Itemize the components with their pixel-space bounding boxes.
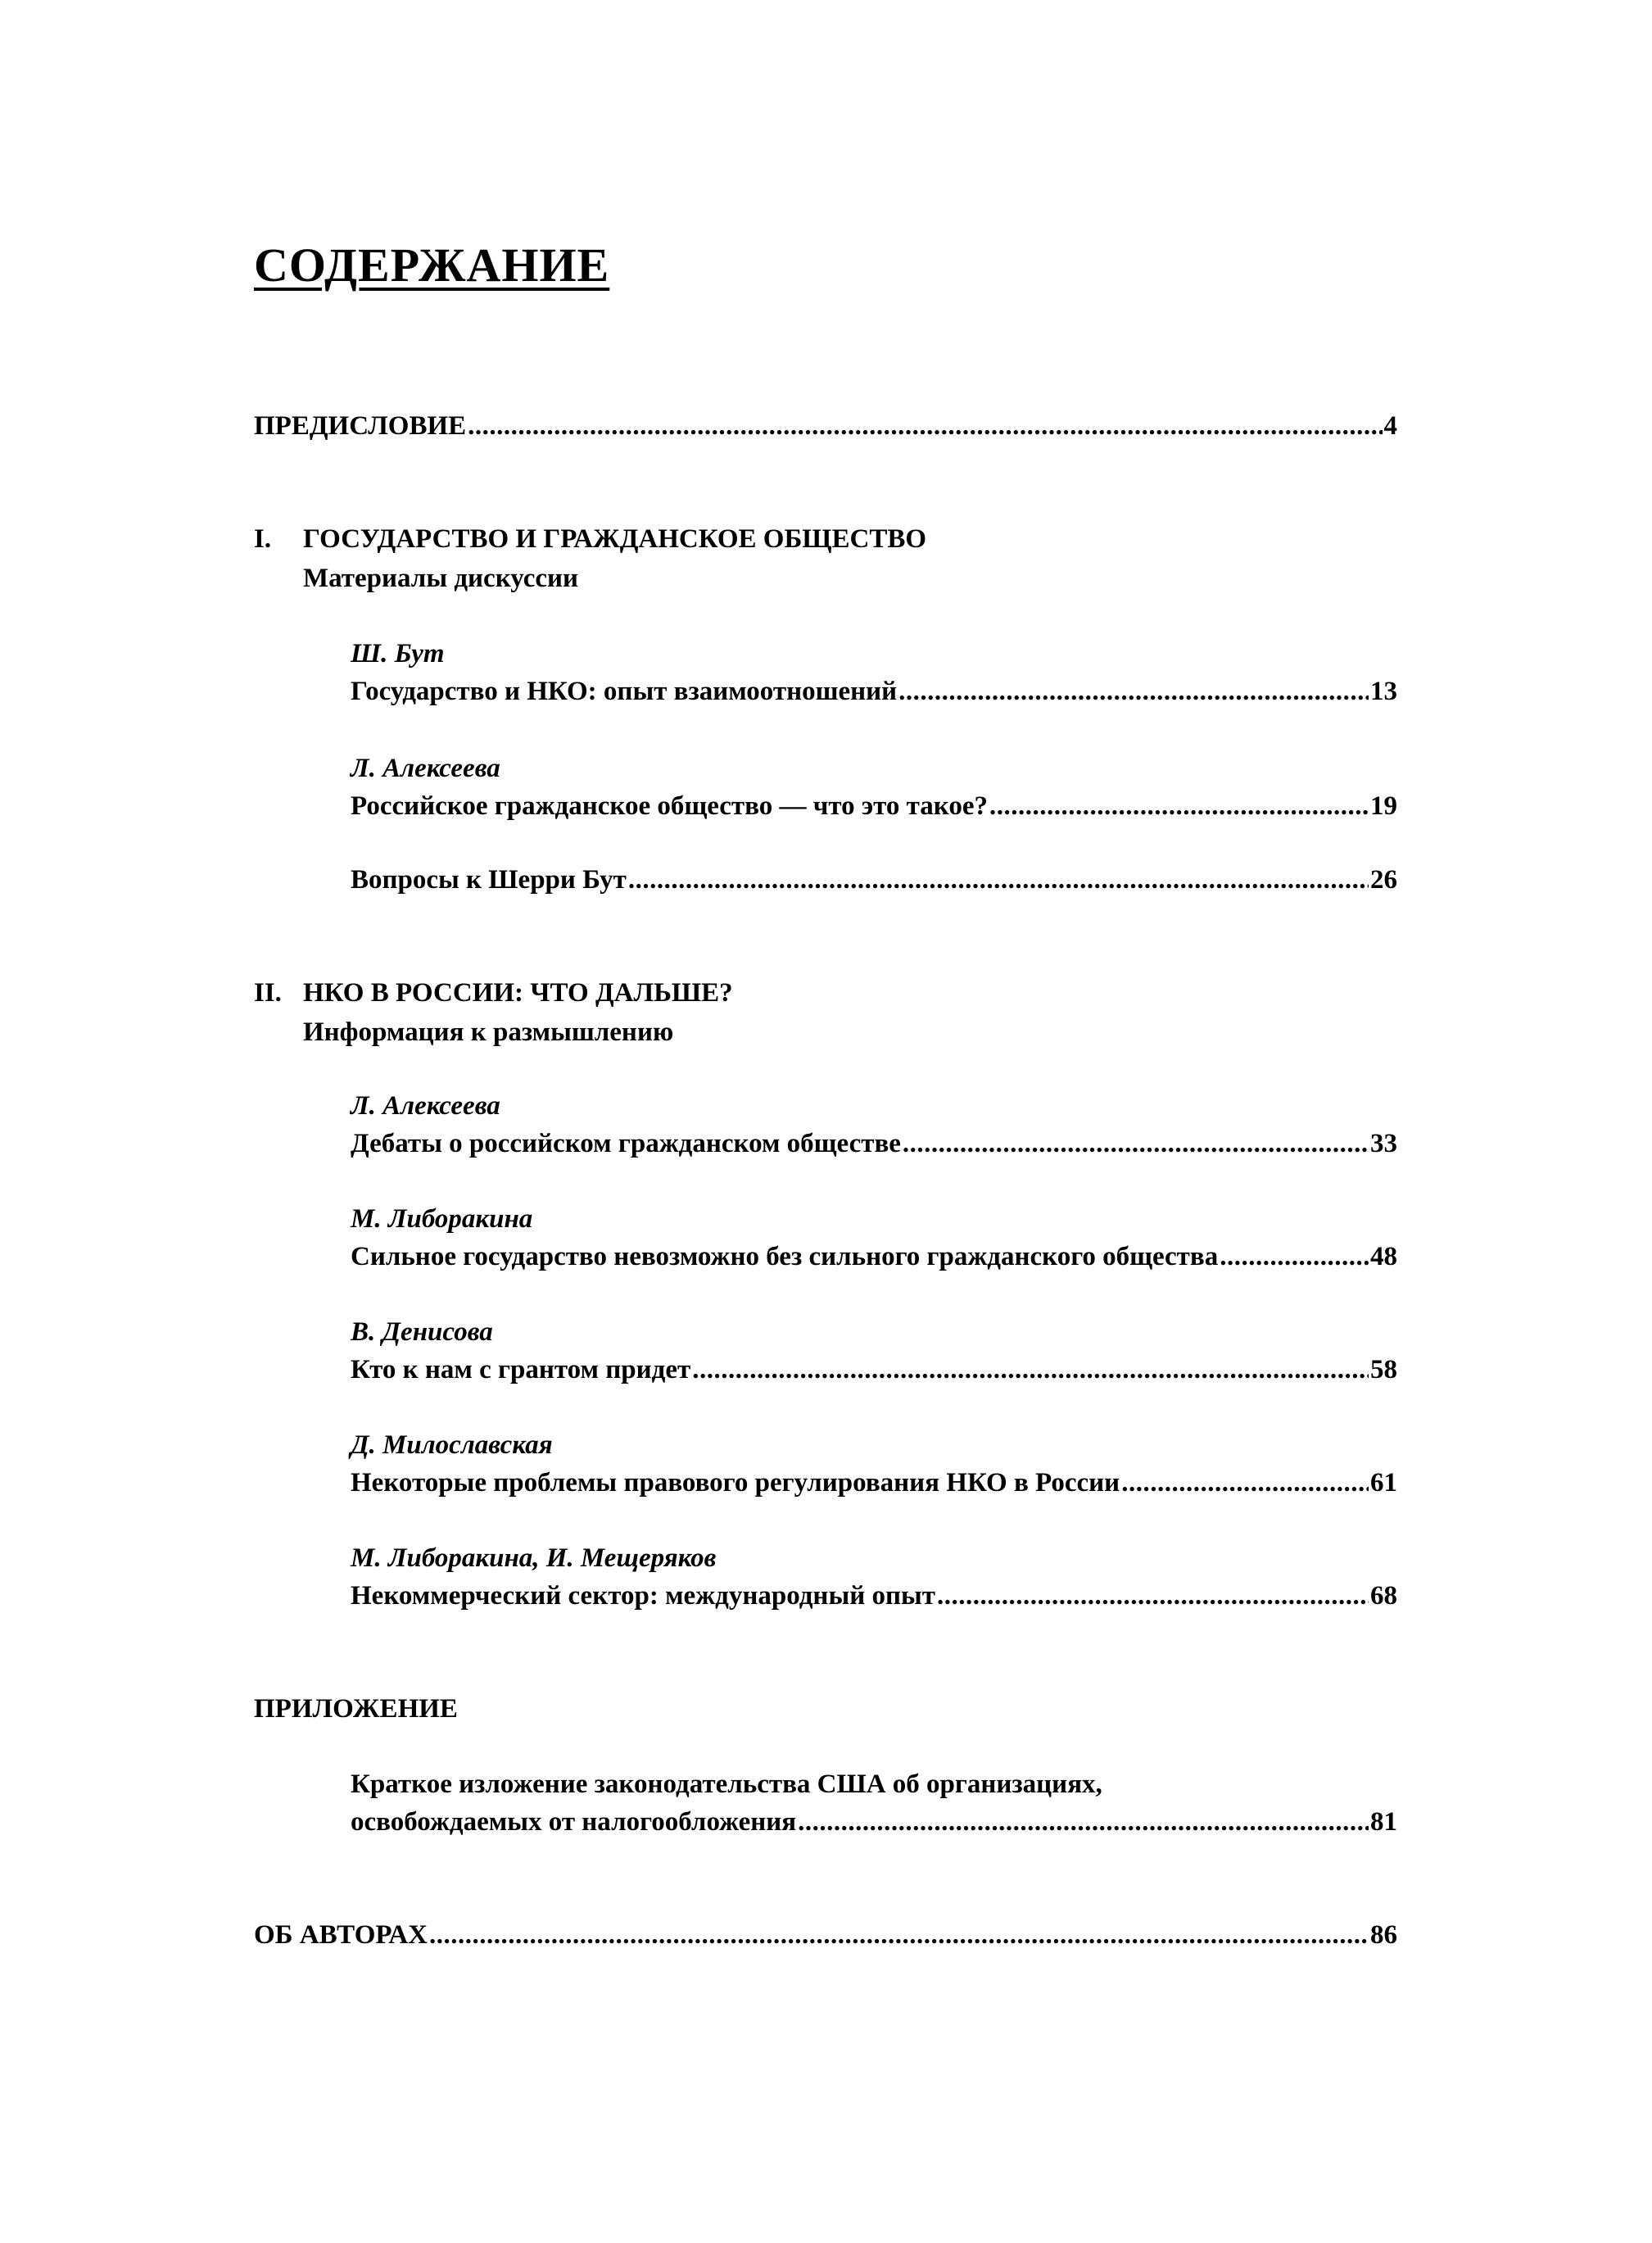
toc-author: Л. Алексеева — [351, 754, 500, 783]
section-number: I. — [254, 524, 272, 554]
section-subheading: Материалы дискуссии — [303, 564, 579, 593]
toc-entry-label: ПРЕДИСЛОВИЕ — [254, 411, 467, 441]
section-subheading: Информация к размышлению — [303, 1017, 674, 1047]
toc-page-number: 68 — [1370, 1581, 1397, 1611]
section-heading: НКО В РОССИИ: ЧТО ДАЛЬШЕ? — [303, 978, 733, 1008]
toc-entry-title: Государство и НКО: опыт взаимоотношений — [351, 677, 898, 706]
appendix-heading: ПРИЛОЖЕНИЕ — [254, 1694, 458, 1724]
toc-entry[interactable] — [351, 675, 1397, 708]
toc-entry-title: освобождаемых от налогообложения — [351, 1807, 797, 1837]
toc-entry-preface[interactable] — [254, 410, 1397, 442]
toc-entry[interactable] — [351, 1466, 1397, 1499]
toc-page-number: 26 — [1370, 865, 1397, 895]
toc-author: М. Либоракина, И. Мещеряков — [351, 1543, 717, 1573]
leader-dots — [429, 1919, 1369, 1951]
toc-entry-title: Российское гражданское общество — что это такое? — [351, 791, 988, 821]
toc-entry-label: ОБ АВТОРАХ — [254, 1920, 428, 1950]
toc-author: Л. Алексеева — [351, 1091, 500, 1121]
toc-entry[interactable] — [351, 863, 1397, 896]
page-title: СОДЕРЖАНИЕ — [254, 238, 610, 292]
toc-entry-appendix[interactable] — [351, 1806, 1397, 1838]
toc-entry-title: Сильное государство невозможно без сильного гражданского общества — [351, 1242, 1219, 1271]
leader-dots — [1220, 1240, 1369, 1273]
toc-entry-title: Кто к нам с грантом придет — [351, 1355, 691, 1384]
toc-entry[interactable] — [351, 790, 1397, 822]
toc-page-number: 13 — [1370, 677, 1397, 706]
toc-page-number: 81 — [1370, 1807, 1397, 1837]
toc-author: Д. Милославская — [351, 1430, 553, 1460]
leader-dots — [628, 863, 1369, 896]
toc-page-number: 19 — [1370, 791, 1397, 821]
toc-entry[interactable] — [351, 1579, 1397, 1612]
toc-entry-title: Некоторые проблемы правового регулирования НКО в России — [351, 1468, 1120, 1498]
toc-page-number: 61 — [1370, 1468, 1397, 1498]
toc-entry-title: Некоммерческий сектор: международный опыт — [351, 1581, 935, 1611]
leader-dots — [898, 675, 1369, 708]
toc-entry-about-authors[interactable] — [254, 1919, 1397, 1951]
toc-page-number: 4 — [1383, 411, 1397, 441]
toc-author: В. Денисова — [351, 1317, 493, 1347]
toc-entry-title: Вопросы к Шерри Бут — [351, 865, 627, 895]
leader-dots — [937, 1579, 1369, 1612]
toc-entry[interactable] — [351, 1240, 1397, 1273]
toc-author: Ш. Бут — [351, 639, 445, 668]
leader-dots — [1121, 1466, 1369, 1499]
toc-page-number: 48 — [1370, 1242, 1397, 1271]
leader-dots — [903, 1127, 1369, 1160]
section-number: II. — [254, 978, 282, 1008]
leader-dots — [989, 790, 1369, 822]
toc-page-number: 58 — [1370, 1355, 1397, 1384]
toc-author: М. Либоракина — [351, 1204, 533, 1234]
toc-page-number: 33 — [1370, 1129, 1397, 1158]
appendix-entry-line1: Краткое изложение законодательства США об организациях, — [351, 1769, 1102, 1799]
leader-dots — [468, 410, 1382, 442]
leader-dots — [692, 1353, 1369, 1386]
section-heading: ГОСУДАРСТВО И ГРАЖДАНСКОЕ ОБЩЕСТВО — [303, 524, 927, 554]
leader-dots — [798, 1806, 1369, 1838]
toc-entry-title: Дебаты о российском гражданском обществе — [351, 1129, 901, 1158]
toc-entry[interactable] — [351, 1353, 1397, 1386]
toc-page-number: 86 — [1370, 1920, 1397, 1950]
toc-entry[interactable] — [351, 1127, 1397, 1160]
